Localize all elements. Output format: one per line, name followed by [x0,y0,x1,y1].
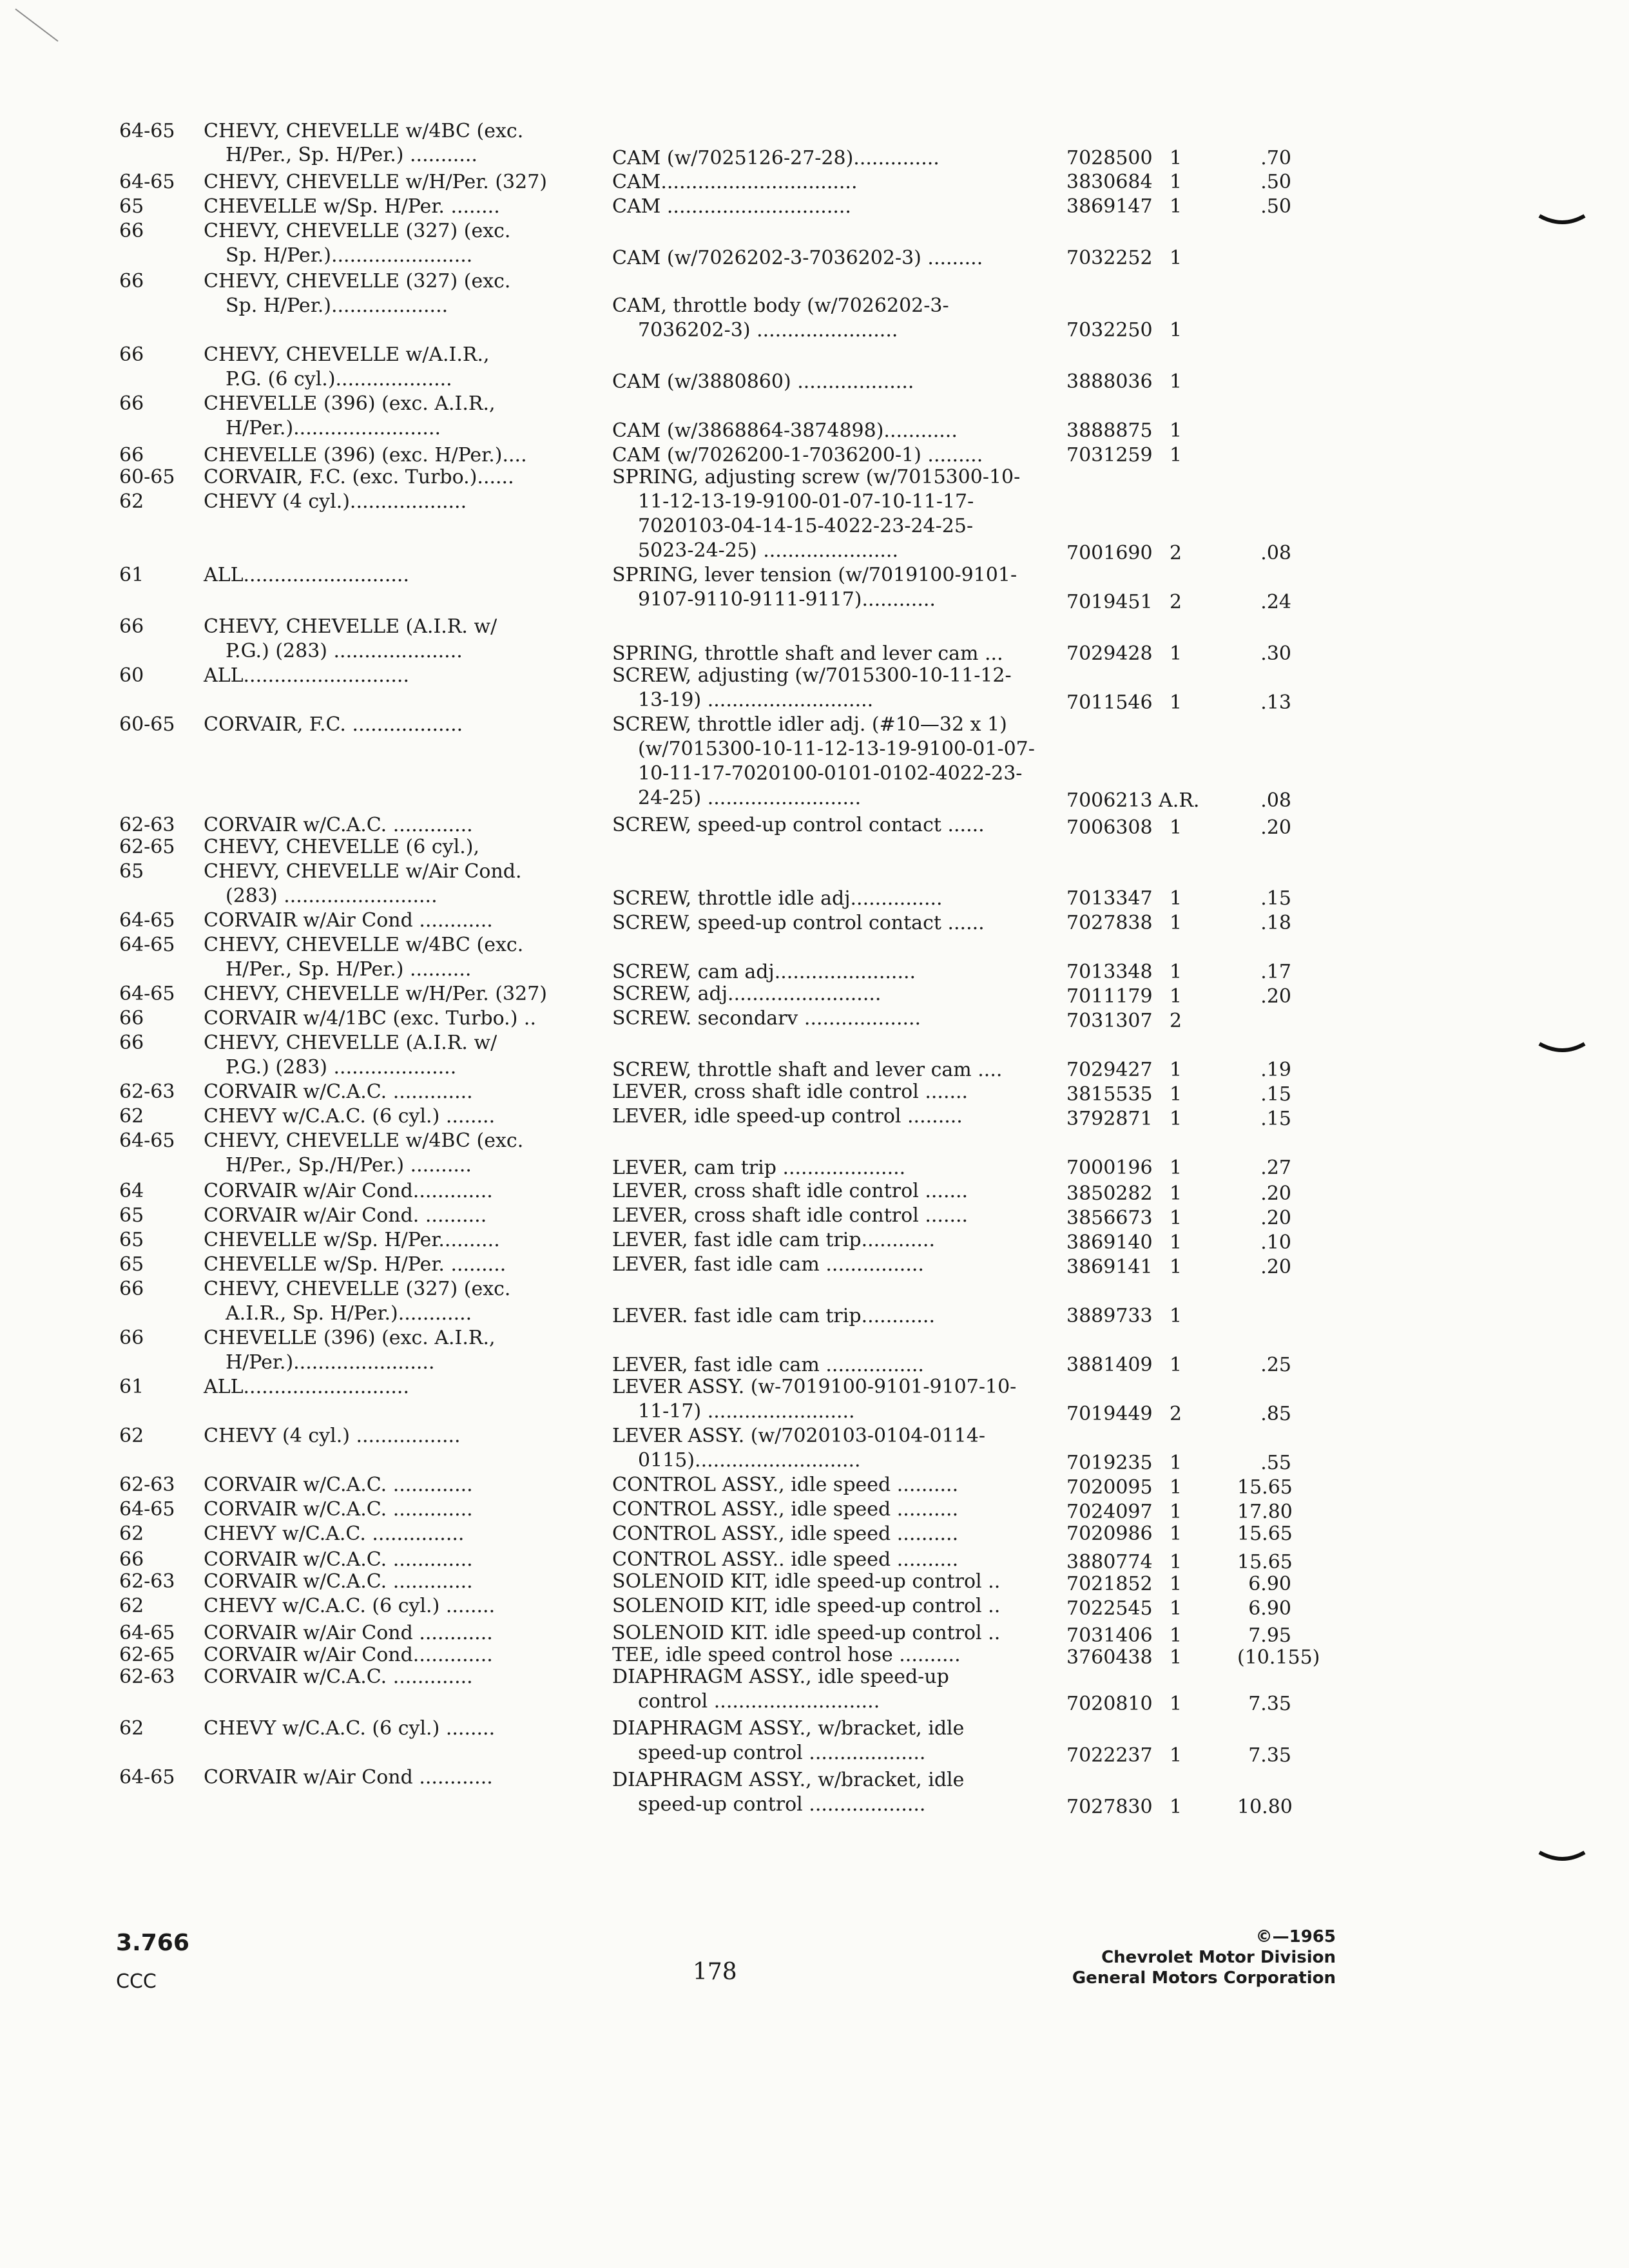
price: .19 [1260,1059,1291,1081]
part-description: SCREW, throttle idler adj. (#10—32 x 1) [612,713,1007,736]
part-number: 3856673 [1066,1207,1153,1229]
application: CORVAIR w/C.A.C. ............. [204,814,473,836]
price: 15.65 [1237,1476,1293,1499]
part-description: LEVER, fast idle cam ................ [612,1354,924,1376]
price: .17 [1260,961,1291,983]
model-year: 66 [119,1548,144,1571]
model-year: 61 [119,564,144,586]
model-year: 62 [119,1523,144,1545]
part-number: 7013348 [1066,961,1153,983]
part-description-cont: 5023-24-25) ...................... [638,539,899,562]
model-year: 64 [119,1180,144,1202]
publisher-block [1072,1927,1336,1988]
part-description: SCREW, throttle shaft and lever cam .... [612,1059,1003,1081]
application: CORVAIR w/C.A.C. ............. [204,1474,473,1496]
price: 10.80 [1237,1796,1293,1818]
part-number: 7029428 [1066,642,1153,665]
application: CHEVY (4 cyl.)................... [204,490,467,513]
price: 15.65 [1237,1551,1293,1573]
model-year: 64-65 [119,934,175,956]
quantity: 2 [1170,1010,1182,1032]
part-description: SPRING, adjusting screw (w/7015300-10- [612,466,1021,488]
part-description: CAM (w/3880860) ................... [612,370,914,393]
price: .13 [1260,691,1291,714]
price: .25 [1260,1354,1291,1376]
part-number: 3889733 [1066,1305,1153,1327]
part-description: CONTROL ASSY., idle speed .......... [612,1474,959,1496]
part-number: 7000196 [1066,1157,1153,1179]
part-description-cont: (w/7015300-10-11-12-13-19-9100-01-07- [638,738,1035,760]
part-number: 7006213 A.R. [1066,789,1200,812]
model-year: 64-65 [119,909,175,932]
part-number: 3850282 [1066,1182,1153,1205]
price: .27 [1260,1157,1291,1179]
application: CORVAIR w/Air Cond............. [204,1180,493,1202]
price: .15 [1260,1108,1291,1130]
quantity: 1 [1170,1796,1182,1818]
model-year: 65 [119,860,144,883]
quantity: 1 [1170,1693,1182,1715]
price: .08 [1260,789,1291,812]
part-number: 7019235 [1066,1452,1153,1474]
model-year: 65 [119,195,144,218]
application-cont: H/Per., Sp./H/Per.) .......... [226,1154,472,1177]
model-year: 62 [119,1595,144,1617]
quantity: 2 [1170,542,1182,564]
quantity: 1 [1170,419,1182,442]
quantity: 1 [1170,1646,1182,1669]
model-year: 66 [119,1007,144,1030]
part-number: 7019449 [1066,1403,1153,1425]
price: .20 [1260,1256,1291,1278]
application: CORVAIR, F.C. .................. [204,713,463,736]
application-cont: H/Per.)....................... [226,1351,435,1374]
part-description: SCREW, speed-up control contact ...... [612,814,985,836]
section-number: 3.766 [116,1930,189,1956]
part-number: 7031406 [1066,1624,1153,1647]
quantity: 1 [1170,985,1182,1008]
application: CHEVY (4 cyl.) ................. [204,1425,461,1447]
quantity: 1 [1170,319,1182,341]
application: CHEVY, CHEVELLE (327) (exc. [204,220,511,242]
part-description: CAM (w/7025126-27-28).............. [612,147,940,169]
model-year: 64-65 [119,120,175,142]
part-number: 7032250 [1066,319,1153,341]
part-description: DIAPHRAGM ASSY., idle speed-up [612,1666,949,1688]
part-description: CONTROL ASSY.. idle speed .......... [612,1548,959,1571]
model-year: 64-65 [119,1498,175,1521]
model-year: 62 [119,1105,144,1128]
model-year: 62-65 [119,1644,175,1666]
model-year: 65 [119,1229,144,1251]
part-number: 3760438 [1066,1646,1153,1669]
price: .24 [1260,591,1291,613]
part-description-cont: speed-up control ................... [638,1742,926,1764]
application-cont: (283) ......................... [226,885,438,907]
part-number: 7011179 [1066,985,1153,1008]
part-description: SCREW, adj......................... [612,983,882,1005]
quantity: 1 [1170,1597,1182,1620]
part-description: CAM (w/7026200-1-7036200-1) ......... [612,444,983,466]
quantity: 1 [1170,247,1182,269]
margin-tick-2 [1537,1037,1588,1063]
application-cont: H/Per., Sp. H/Per.) ........... [226,144,477,166]
quantity: 1 [1170,1231,1182,1254]
model-year: 61 [119,1376,144,1398]
quantity: 2 [1170,591,1182,613]
price: .85 [1260,1403,1291,1425]
quantity: 1 [1170,1551,1182,1573]
part-description: LEVER, fast idle cam trip............ [612,1229,936,1251]
part-number: 3869140 [1066,1231,1153,1254]
corporation-line: General Motors Corporation [1072,1968,1336,1988]
part-description: DIAPHRAGM ASSY., w/bracket, idle [612,1717,965,1740]
part-number: 7022237 [1066,1744,1153,1767]
part-description: CAM (w/3868864-3874898)............ [612,419,958,442]
part-description-cont: 13-19) ........................... [638,689,874,711]
application: ALL........................... [204,664,409,687]
part-number: 3792871 [1066,1108,1153,1130]
model-year: 64-65 [119,1766,175,1789]
part-description: CAM .............................. [612,195,851,218]
quantity: 1 [1170,1624,1182,1647]
model-year: 65 [119,1253,144,1276]
application-cont: H/Per.)........................ [226,417,441,439]
part-number: 7011546 [1066,691,1153,714]
part-description: LEVER, cam trip .................... [612,1157,906,1179]
application: CHEVELLE w/Sp. H/Per. ......... [204,1253,506,1276]
part-number: 3881409 [1066,1354,1153,1376]
quantity: 1 [1170,195,1182,218]
price: .50 [1260,171,1291,193]
part-description: SOLENOID KIT, idle speed-up control .. [612,1570,1001,1593]
part-number: 3830684 [1066,171,1153,193]
application: CHEVY, CHEVELLE w/4BC (exc. [204,934,524,956]
price: .10 [1260,1231,1291,1254]
application: CORVAIR w/Air Cond ............ [204,1622,493,1644]
quantity: 1 [1170,370,1182,393]
model-year: 62-63 [119,814,175,836]
part-description: LEVER. fast idle cam trip............ [612,1305,936,1327]
model-year: 66 [119,1032,144,1054]
part-description: SPRING, lever tension (w/7019100-9101- [612,564,1017,586]
part-description: LEVER, cross shaft idle control ....... [612,1180,969,1202]
part-description: SCREW. secondarv ................... [612,1007,921,1030]
part-description: CONTROL ASSY., idle speed .......... [612,1498,959,1521]
model-year: 66 [119,270,144,293]
application: CORVAIR w/Air Cond ............ [204,1766,493,1789]
application: CHEVY, CHEVELLE (6 cyl.), [204,836,479,858]
application: CHEVELLE (396) (exc. H/Per.).... [204,444,527,466]
part-description: LEVER, cross shaft idle control ....... [612,1204,969,1227]
quantity: 1 [1170,1108,1182,1130]
application: CHEVELLE w/Sp. H/Per. ........ [204,195,500,218]
application: CHEVY, CHEVELLE w/4BC (exc. [204,1129,524,1152]
application: CHEVY, CHEVELLE w/Air Cond. [204,860,522,883]
division-line: Chevrolet Motor Division [1101,1948,1336,1967]
model-year: 60 [119,664,144,687]
model-year: 62-65 [119,836,175,858]
part-number: 3880774 [1066,1551,1153,1573]
part-description: SCREW, throttle idle adj............... [612,887,943,910]
model-year: 62-63 [119,1081,175,1103]
price: .55 [1260,1452,1291,1474]
application: CHEVY, CHEVELLE (A.I.R. w/ [204,1032,497,1054]
model-year: 66 [119,392,144,415]
part-number: 7020810 [1066,1693,1153,1715]
application-cont: Sp. H/Per.)....................... [226,244,473,267]
price: 7.35 [1248,1744,1291,1767]
part-description: SOLENOID KIT. idle speed-up control .. [612,1622,1001,1644]
quantity: 1 [1170,1354,1182,1376]
part-description: SCREW, cam adj....................... [612,961,916,983]
price: .20 [1260,985,1291,1008]
quantity: 1 [1170,171,1182,193]
page-code: CCC [116,1970,157,1993]
price: 17.80 [1237,1501,1293,1523]
part-number: 7001690 [1066,542,1153,564]
application: CHEVY w/C.A.C. (6 cyl.) ........ [204,1105,496,1128]
application-cont: H/Per., Sp. H/Per.) .......... [226,958,472,981]
application: ALL........................... [204,564,409,586]
copyright-line: ©—1965 [1255,1927,1336,1946]
quantity: 1 [1170,912,1182,934]
part-description: LEVER, cross shaft idle control ....... [612,1081,969,1103]
part-number: 3888036 [1066,370,1153,393]
part-description: CAM, throttle body (w/7026202-3- [612,294,949,317]
model-year: 66 [119,220,144,242]
price: .20 [1260,1207,1291,1229]
application: ALL........................... [204,1376,409,1398]
model-year: 66 [119,615,144,638]
part-description: SCREW, speed-up control contact ...... [612,912,985,934]
part-description: LEVER ASSY. (w/7020103-0104-0114- [612,1425,985,1447]
application: CORVAIR w/4/1BC (exc. Turbo.) .. [204,1007,537,1030]
part-number: 3888875 [1066,419,1153,442]
model-year: 66 [119,1278,144,1300]
quantity: 1 [1170,1523,1182,1545]
application: CHEVY, CHEVELLE w/H/Per. (327) [204,171,547,193]
model-year: 62 [119,1717,144,1740]
price: .30 [1260,642,1291,665]
price: .15 [1260,1083,1291,1106]
part-description-cont: 10-11-17-7020100-0101-0102-4022-23- [638,762,1023,785]
part-number: 7032252 [1066,247,1153,269]
price: .20 [1260,1182,1291,1205]
quantity: 1 [1170,444,1182,466]
part-number: 3869147 [1066,195,1153,218]
price: 15.65 [1237,1523,1293,1545]
application-cont: P.G.) (283) ..................... [226,640,463,662]
application: CHEVY, CHEVELLE w/H/Per. (327) [204,983,547,1005]
quantity: 1 [1170,887,1182,910]
page-number: 178 [693,1959,737,1985]
part-number: 7013347 [1066,887,1153,910]
model-year: 60-65 [119,713,175,736]
part-description-cont: 7020103-04-14-15-4022-23-24-25- [638,515,974,537]
application: CORVAIR w/Air Cond. .......... [204,1204,487,1227]
part-description-cont: 7036202-3) ....................... [638,319,898,341]
application: CHEVELLE (396) (exc. A.I.R., [204,1327,496,1349]
quantity: 1 [1170,1744,1182,1767]
quantity: 1 [1170,1207,1182,1229]
model-year: 64-65 [119,171,175,193]
part-description: SOLENOID KIT, idle speed-up control .. [612,1595,1001,1617]
model-year: 60-65 [119,466,175,488]
quantity: 1 [1170,1182,1182,1205]
application: CORVAIR w/Air Cond............. [204,1644,493,1666]
part-description-cont: speed-up control ................... [638,1793,926,1816]
quantity: 1 [1170,642,1182,665]
price: 6.90 [1248,1597,1291,1620]
quantity: 1 [1170,691,1182,714]
quantity: 1 [1170,1573,1182,1595]
price: .20 [1260,816,1291,839]
model-year: 65 [119,1204,144,1227]
part-description: SPRING, throttle shaft and lever cam ... [612,642,1003,665]
part-number: 7031307 [1066,1010,1153,1032]
margin-tick-1 [1537,209,1588,235]
application: CORVAIR w/C.A.C. ............. [204,1666,473,1688]
quantity: 1 [1170,1157,1182,1179]
price: .15 [1260,887,1291,910]
model-year: 64-65 [119,983,175,1005]
application-cont: P.G.) (283) .................... [226,1056,457,1079]
part-description: DIAPHRAGM ASSY., w/bracket, idle [612,1769,965,1791]
part-number: 7028500 [1066,147,1153,169]
part-description: CAM (w/7026202-3-7036202-3) ......... [612,247,983,269]
quantity: 2 [1170,1403,1182,1425]
application-cont: Sp. H/Per.)................... [226,294,448,317]
price: 6.90 [1248,1573,1291,1595]
corner-scan-mark [13,6,64,45]
model-year: 62 [119,1425,144,1447]
part-description-cont: 11-12-13-19-9100-01-07-10-11-17- [638,490,974,513]
quantity: 1 [1170,147,1182,169]
model-year: 64-65 [119,1622,175,1644]
application: CORVAIR, F.C. (exc. Turbo.)...... [204,466,514,488]
quantity: 1 [1170,816,1182,839]
margin-tick-3 [1537,1846,1588,1872]
application: CORVAIR w/C.A.C. ............. [204,1548,473,1571]
application: CORVAIR w/C.A.C. ............. [204,1498,473,1521]
application: CHEVY, CHEVELLE (A.I.R. w/ [204,615,497,638]
price: 7.95 [1248,1624,1291,1647]
part-number: 7031259 [1066,444,1153,466]
application: CHEVELLE w/Sp. H/Per.......... [204,1229,500,1251]
part-description-cont: 9107-9110-9111-9117)............ [638,588,936,611]
quantity: 1 [1170,1501,1182,1523]
quantity: 1 [1170,1476,1182,1499]
quantity: 1 [1170,1083,1182,1106]
price: (10.155) [1237,1646,1320,1669]
price: .18 [1260,912,1291,934]
model-year: 62-63 [119,1474,175,1496]
application: CHEVY w/C.A.C. (6 cyl.) ........ [204,1717,496,1740]
application-cont: A.I.R., Sp. H/Per.)............ [226,1302,472,1325]
model-year: 64-65 [119,1129,175,1152]
part-description: SCREW, adjusting (w/7015300-10-11-12- [612,664,1012,687]
part-description-cont: control ........................... [638,1690,880,1713]
model-year: 66 [119,343,144,366]
part-number: 7021852 [1066,1573,1153,1595]
model-year: 62-63 [119,1570,175,1593]
application: CHEVY w/C.A.C. (6 cyl.) ........ [204,1595,496,1617]
quantity: 1 [1170,1452,1182,1474]
application: CORVAIR w/C.A.C. ............. [204,1081,473,1103]
quantity: 1 [1170,1305,1182,1327]
application: CHEVY, CHEVELLE w/4BC (exc. [204,120,524,142]
application-cont: P.G. (6 cyl.)................... [226,368,452,390]
part-number: 7024097 [1066,1501,1153,1523]
price: .08 [1260,542,1291,564]
quantity: 1 [1170,1256,1182,1278]
part-number: 7020095 [1066,1476,1153,1499]
application: CHEVY, CHEVELLE w/A.I.R., [204,343,490,366]
quantity: 1 [1170,961,1182,983]
part-number: 7019451 [1066,591,1153,613]
part-number: 7027838 [1066,912,1153,934]
part-number: 7020986 [1066,1523,1153,1545]
application: CORVAIR w/Air Cond ............ [204,909,493,932]
part-description: CONTROL ASSY., idle speed .......... [612,1523,959,1545]
price: .50 [1260,195,1291,218]
part-number: 3869141 [1066,1256,1153,1278]
part-description: LEVER ASSY. (w-7019100-9101-9107-10- [612,1376,1017,1398]
part-description: LEVER, idle speed-up control ......... [612,1105,963,1128]
application: CHEVELLE (396) (exc. A.I.R., [204,392,496,415]
application: CORVAIR w/C.A.C. ............. [204,1570,473,1593]
application: CHEVY, CHEVELLE (327) (exc. [204,1278,511,1300]
part-number: 3815535 [1066,1083,1153,1106]
part-description: CAM................................ [612,171,858,193]
quantity: 1 [1170,1059,1182,1081]
model-year: 62-63 [119,1666,175,1688]
part-description-cont: 11-17) ........................ [638,1400,855,1423]
part-number: 7027830 [1066,1796,1153,1818]
part-number: 7029427 [1066,1059,1153,1081]
price: 7.35 [1248,1693,1291,1715]
part-description: LEVER, fast idle cam ................ [612,1253,924,1276]
model-year: 66 [119,444,144,466]
part-description-cont: 0115)........................... [638,1449,861,1472]
part-description: TEE, idle speed control hose .......... [612,1644,961,1666]
price: .70 [1260,147,1291,169]
model-year: 62 [119,490,144,513]
application: CHEVY w/C.A.C. ............... [204,1523,465,1545]
part-description-cont: 24-25) ......................... [638,787,862,809]
model-year: 66 [119,1327,144,1349]
part-number: 7022545 [1066,1597,1153,1620]
application: CHEVY, CHEVELLE (327) (exc. [204,270,511,293]
part-number: 7006308 [1066,816,1153,839]
